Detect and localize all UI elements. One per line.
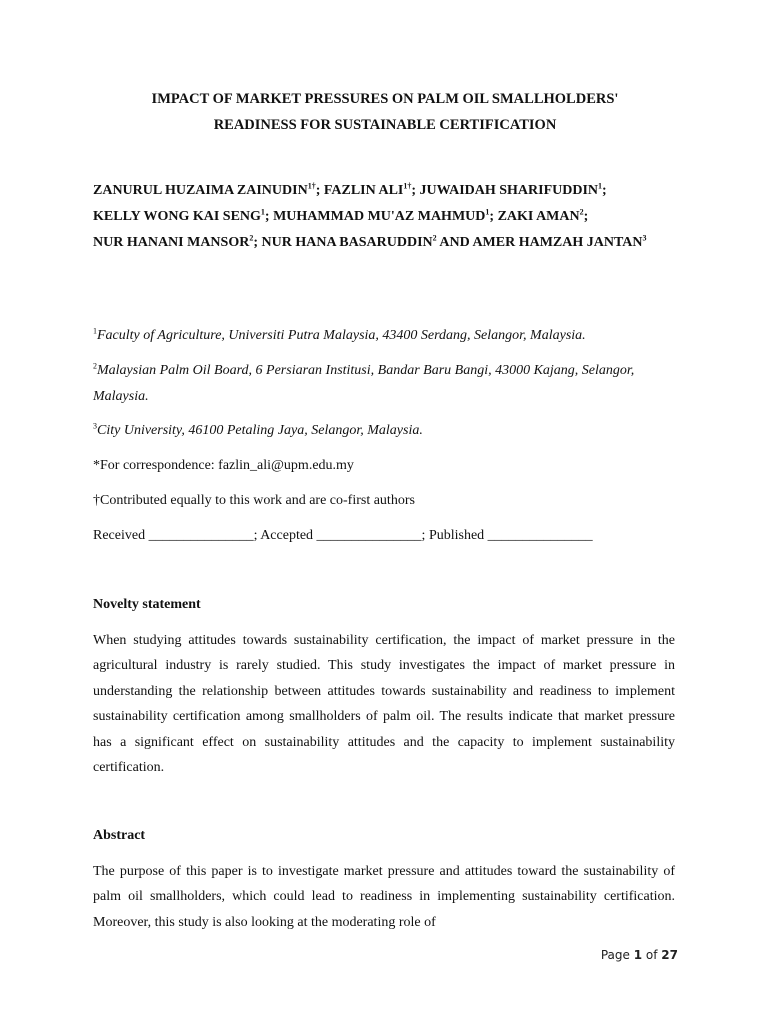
author: ZANURUL HUZAIMA $ZAINUDIN^{1\dagger}$; <box>93 181 324 198</box>
author: AMER HAMZAH JANTAN$^3$ <box>472 233 647 250</box>
current-page-number: 1 <box>633 948 643 962</box>
received-accepted-published: Received _______________; Accepted _______________; Published _______________ <box>93 528 593 543</box>
total-page-count: 27 <box>661 948 678 962</box>
author: JUWAIDAH SHARIFUDDIN$^1$; <box>419 181 607 198</box>
author: FAZLIN $ALI^{1\dagger}$; <box>323 181 420 198</box>
author: ZAKI AMAN$^2$; <box>497 207 589 224</box>
abstract-heading: Abstract <box>93 828 146 843</box>
paper-title <box>60 86 710 138</box>
title-line-2: READINESS FOR SUSTAINABLE CERTIFICATION <box>213 117 557 133</box>
title-line-1: IMPACT OF MARKET PRESSURES ON PALM OIL SMALLHOLDERS' <box>151 91 619 107</box>
correspondence-line: *For correspondence: fazlin_ali@upm.edu.my <box>93 458 354 473</box>
author: NUR HANA BASARUDDIN$^2$ AND <box>261 233 473 250</box>
novelty-heading: Novelty statement <box>93 597 201 612</box>
affiliation-1: $^1$Faculty of Agriculture, Universiti Putra Malaysia, 43400 Serdang, Selangor, Malaysia. <box>93 326 586 343</box>
abstract-paragraph: The purpose of this paper is to investigate market pressure and attitudes toward the sustainability of palm oil smallholders, which could lead to readiness in implementing sustainability certification. Moreover, this study is also looking at the moderating role of <box>93 864 675 930</box>
author: MUHAMMAD MU'AZ MAHMUD$^1$; <box>273 207 498 224</box>
affiliation-2: $^2$Malaysian Palm Oil Board, 6 Persiaran Institusi, Bandar Baru Bangi, 43000 Kajang, Selangor, Malaysia. <box>93 361 635 404</box>
author: NUR HANANI MANSOR$^2$; <box>93 233 262 250</box>
novelty-paragraph: When studying attitudes towards sustainability certification, the impact of market pressure in the agricultural industry is rarely studied. This study investigates the impact of market pressure in understanding the relationship between attitudes towards sustainability and readiness to implement sustainability certification among smallholders of palm oil. The results indicate that market pressure has a significant effect on sustainability attitudes and the capacity to implement sustainability certification. <box>93 633 675 776</box>
affiliation-3: $^3$City University, 46100 Petaling Jaya, Selangor, Malaysia. <box>93 421 423 438</box>
author: KELLY WONG KAI SENG$^1$; <box>93 207 274 224</box>
page-number-footer: Page 1 of 27 <box>600 948 678 962</box>
contribution-note: †Contributed equally to this work and are co-first authors <box>93 493 415 508</box>
author-list <box>93 178 683 256</box>
